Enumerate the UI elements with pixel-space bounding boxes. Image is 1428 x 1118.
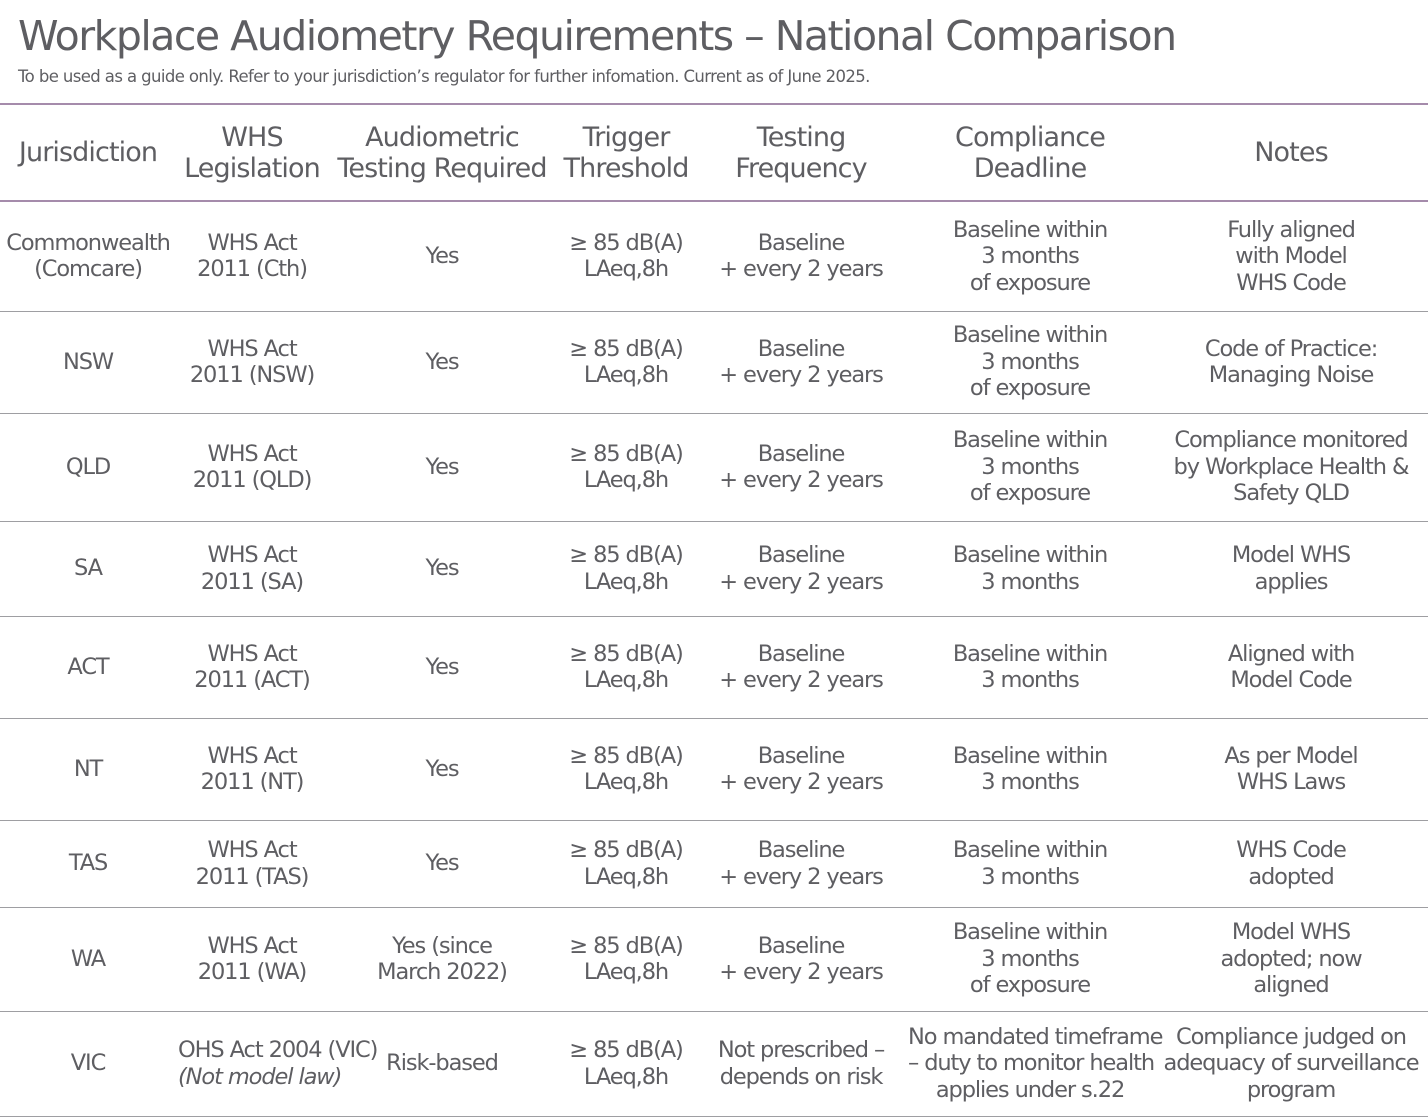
cell-line: WHS Act [207,440,297,467]
cell-line: 2011 (NT) [200,769,304,795]
cell-compliance-deadline [906,1011,1163,1116]
cell-testing-frequency [696,820,906,907]
cell-testing-frequency [696,1011,906,1116]
column-header-compliance-deadline [906,104,1154,201]
cell-line: applies [1254,568,1328,595]
cell-testing-frequency [696,201,906,311]
cell-line: Risk-based [386,1050,498,1077]
cell-audiometric-testing-required [328,820,556,907]
column-header-line: Trigger [582,121,670,153]
cell-line: ≥ 85 dB(A) [569,640,683,667]
cell-whs-legislation [176,201,328,311]
cell-line: 2011 (SA) [200,568,304,595]
cell-line: ≥ 85 dB(A) [569,1037,683,1063]
column-header-line: Frequency [735,152,867,184]
cell-line: adequacy of surveillance [1163,1050,1419,1077]
cell-line: Baseline within [952,640,1108,667]
column-header-line: Testing Required [337,152,547,184]
column-header-line: Notes [1254,137,1328,168]
cell-whs-legislation [176,311,328,413]
cell-line: Baseline [757,440,845,467]
cell-whs-legislation [176,413,328,521]
cell-line: WA [70,945,106,972]
cell-line: Yes [425,348,459,375]
cell-line: of exposure [969,269,1091,296]
cell-line: WHS Act [207,542,297,568]
cell-line: of exposure [969,480,1091,507]
cell-testing-frequency [696,907,906,1011]
cell-notes [1154,201,1428,311]
cell-line: ≥ 85 dB(A) [569,742,683,769]
table-header [0,104,1428,201]
cell-whs-legislation [176,521,328,616]
cell-line: WHS Act [207,640,297,667]
column-header-line: Jurisdiction [18,137,158,168]
column-header-jurisdiction [0,104,176,201]
cell-trigger-threshold [556,413,696,521]
cell-line: March 2022) [377,959,507,985]
cell-line: + every 2 years [719,568,883,595]
cell-line: WHS Code [1236,269,1346,296]
cell-line: Compliance monitored [1174,427,1408,454]
column-header-testing-frequency [696,104,906,201]
cell-trigger-threshold [556,718,696,820]
table-row [0,718,1428,820]
column-header-audiometric-testing-required [328,104,556,201]
cell-line: Fully aligned [1227,216,1355,243]
cell-whs-legislation [176,616,328,718]
cell-line: of exposure [969,375,1091,402]
cell-jurisdiction [0,311,176,413]
table-body [0,201,1428,1116]
cell-jurisdiction [0,521,176,616]
table-row [0,820,1428,907]
cell-line: 3 months [981,945,1079,972]
cell-line: Baseline within [952,216,1108,243]
cell-line: + every 2 years [719,863,883,890]
cell-jurisdiction [0,413,176,521]
cell-line: LAeq,8h [583,467,669,493]
cell-compliance-deadline [906,413,1154,521]
cell-line: LAeq,8h [583,769,669,795]
table-row [0,201,1428,311]
cell-trigger-threshold [556,820,696,907]
cell-line: 2011 (QLD) [192,467,312,493]
cell-line: Baseline [757,640,845,667]
cell-line: Baseline [757,932,845,959]
cell-line: + every 2 years [719,467,883,493]
cell-line: applies under s.22 [935,1076,1125,1103]
cell-line: Yes [425,555,459,582]
cell-line: LAeq,8h [583,362,669,388]
cell-line: 2011 (NSW) [189,362,315,388]
cell-notes [1154,311,1428,413]
cell-line: with Model [1235,243,1347,269]
cell-jurisdiction [0,907,176,1011]
cell-notes [1154,1011,1428,1116]
table-row [0,311,1428,413]
cell-line: Safety QLD [1233,480,1349,507]
cell-whs-legislation [176,820,328,907]
cell-line: Code of Practice: [1204,335,1378,362]
cell-line: Baseline [757,837,845,863]
cell-line: Yes [425,850,459,877]
cell-line: 3 months [981,667,1079,693]
cell-line: + every 2 years [719,667,883,693]
column-header-line: Compliance [955,121,1105,153]
cell-line: – duty to monitor health [908,1050,1154,1077]
cell-compliance-deadline [906,907,1154,1011]
cell-trigger-threshold [556,616,696,718]
cell-compliance-deadline [906,521,1154,616]
column-header-whs-legislation [176,104,328,201]
cell-line: Baseline [757,742,845,769]
cell-audiometric-testing-required [328,616,556,718]
column-header-line: Testing [756,121,846,153]
cell-line: Aligned with [1227,640,1355,667]
cell-line: Model Code [1230,667,1352,693]
cell-line: LAeq,8h [583,256,669,283]
cell-line: WHS Code [1236,837,1346,863]
cell-line: Not prescribed – [717,1037,885,1063]
cell-line: ≥ 85 dB(A) [569,440,683,467]
cell-line: Yes [425,453,459,480]
table-header-row [0,104,1428,201]
cell-audiometric-testing-required [328,201,556,311]
cell-audiometric-testing-required [328,718,556,820]
cell-line: NT [73,755,103,782]
cell-line: As per Model [1224,742,1358,769]
cell-line: Baseline within [952,542,1108,568]
cell-line: VIC [70,1050,106,1077]
cell-trigger-threshold [556,907,696,1011]
cell-audiometric-testing-required [328,1011,556,1116]
cell-testing-frequency [696,311,906,413]
cell-line: Baseline [757,542,845,568]
cell-line: No mandated timeframe [908,1023,1163,1050]
cell-audiometric-testing-required [328,907,556,1011]
cell-notes [1154,718,1428,820]
cell-line: WHS Act [207,837,297,863]
cell-line: 2011 (WA) [197,959,307,985]
requirements-table [0,103,1428,1117]
cell-line: Yes [425,755,459,782]
cell-line: Baseline within [952,919,1108,946]
column-header-line: Deadline [973,152,1087,184]
cell-line: WHS Act [207,229,297,256]
cell-line: Model WHS [1231,542,1351,568]
cell-line: Baseline within [952,837,1108,863]
cell-line: + every 2 years [719,959,883,985]
cell-jurisdiction [0,1011,176,1116]
cell-line: LAeq,8h [583,863,669,890]
cell-line: 3 months [981,568,1079,595]
cell-line: 3 months [981,348,1079,375]
cell-audiometric-testing-required [328,521,556,616]
cell-compliance-deadline [906,311,1154,413]
cell-compliance-deadline [906,718,1154,820]
cell-line: Baseline [757,229,845,256]
cell-jurisdiction [0,718,176,820]
cell-line: 3 months [981,769,1079,795]
column-header-line: Threshold [563,152,689,184]
cell-line: depends on risk [719,1063,883,1090]
page-subtitle: To be used as a guide only. Refer to your jurisdiction’s regulator for further infomation. Current as of June 2025. [18,67,870,86]
cell-trigger-threshold [556,311,696,413]
cell-line: by Workplace Health & [1173,453,1409,480]
cell-audiometric-testing-required [328,311,556,413]
cell-jurisdiction [0,820,176,907]
cell-audiometric-testing-required [328,413,556,521]
cell-line: Yes [425,653,459,680]
cell-line: adopted; now [1220,945,1362,972]
cell-line: Baseline within [952,742,1108,769]
cell-line: Model WHS [1231,919,1351,946]
cell-notes [1154,820,1428,907]
cell-trigger-threshold [556,201,696,311]
cell-line: program [1246,1076,1336,1103]
cell-line: SA [74,555,102,582]
table-row [0,907,1428,1011]
cell-line: 2011 (Cth) [197,256,307,283]
cell-compliance-deadline [906,616,1154,718]
cell-jurisdiction [0,616,176,718]
cell-jurisdiction [0,201,176,311]
cell-line: Commonwealth [6,229,170,256]
cell-line: Yes [425,243,459,269]
cell-line: ≥ 85 dB(A) [569,837,683,863]
cell-line: 2011 (TAS) [195,863,309,890]
cell-line: + every 2 years [719,769,883,795]
cell-line: ACT [67,653,109,680]
page-header [18,10,1418,86]
cell-line: 3 months [981,243,1079,269]
cell-line: aligned [1253,972,1329,999]
cell-line: NSW [62,348,114,375]
cell-line: (Comcare) [34,256,142,283]
cell-testing-frequency [696,521,906,616]
cell-notes [1154,413,1428,521]
cell-line: Baseline within [952,427,1108,454]
cell-line: WHS Act [207,932,297,959]
cell-line: LAeq,8h [583,568,669,595]
cell-line: 3 months [981,863,1079,890]
cell-line: Yes (since [392,932,492,959]
cell-line: TAS [68,850,108,877]
cell-line: + every 2 years [719,256,883,283]
cell-line: Baseline within [952,322,1108,349]
table-row [0,521,1428,616]
cell-line: adopted [1248,863,1334,890]
cell-line: LAeq,8h [583,959,669,985]
column-header-line: Legislation [184,152,320,184]
cell-whs-legislation [176,907,328,1011]
cell-line: 2011 (ACT) [194,667,310,693]
cell-trigger-threshold [556,521,696,616]
column-header-line: Audiometric [365,121,519,153]
cell-line: 3 months [981,453,1079,480]
column-header-line: WHS [221,121,283,153]
column-header-notes [1154,104,1428,201]
cell-line: WHS Act [207,742,297,769]
cell-testing-frequency [696,718,906,820]
cell-line: QLD [65,453,111,480]
cell-compliance-deadline [906,201,1154,311]
cell-line: ≥ 85 dB(A) [569,229,683,256]
cell-whs-legislation [176,1011,378,1116]
table-row [0,1011,1428,1116]
cell-line: Managing Noise [1208,362,1374,388]
cell-line: LAeq,8h [583,667,669,693]
cell-line: Baseline [757,335,845,362]
cell-line: WHS Laws [1236,769,1346,795]
cell-line: ≥ 85 dB(A) [569,932,683,959]
cell-notes [1154,907,1428,1011]
column-header-trigger-threshold [556,104,696,201]
page-title: Workplace Audiometry Requirements – National Comparison [18,12,1176,60]
cell-trigger-threshold [556,1011,696,1116]
table-row [0,616,1428,718]
cell-testing-frequency [696,616,906,718]
cell-line: ≥ 85 dB(A) [569,542,683,568]
cell-line: ≥ 85 dB(A) [569,335,683,362]
cell-notes [1154,521,1428,616]
cell-line: Compliance judged on [1176,1023,1406,1050]
cell-line: OHS Act 2004 (VIC) [178,1037,378,1063]
cell-line: LAeq,8h [583,1063,669,1090]
table-row [0,413,1428,521]
cell-testing-frequency [696,413,906,521]
cell-notes [1154,616,1428,718]
cell-line: (Not model law) [178,1063,342,1090]
cell-whs-legislation [176,718,328,820]
cell-line: of exposure [969,972,1091,999]
cell-line: + every 2 years [719,362,883,388]
cell-line: WHS Act [207,335,297,362]
cell-compliance-deadline [906,820,1154,907]
